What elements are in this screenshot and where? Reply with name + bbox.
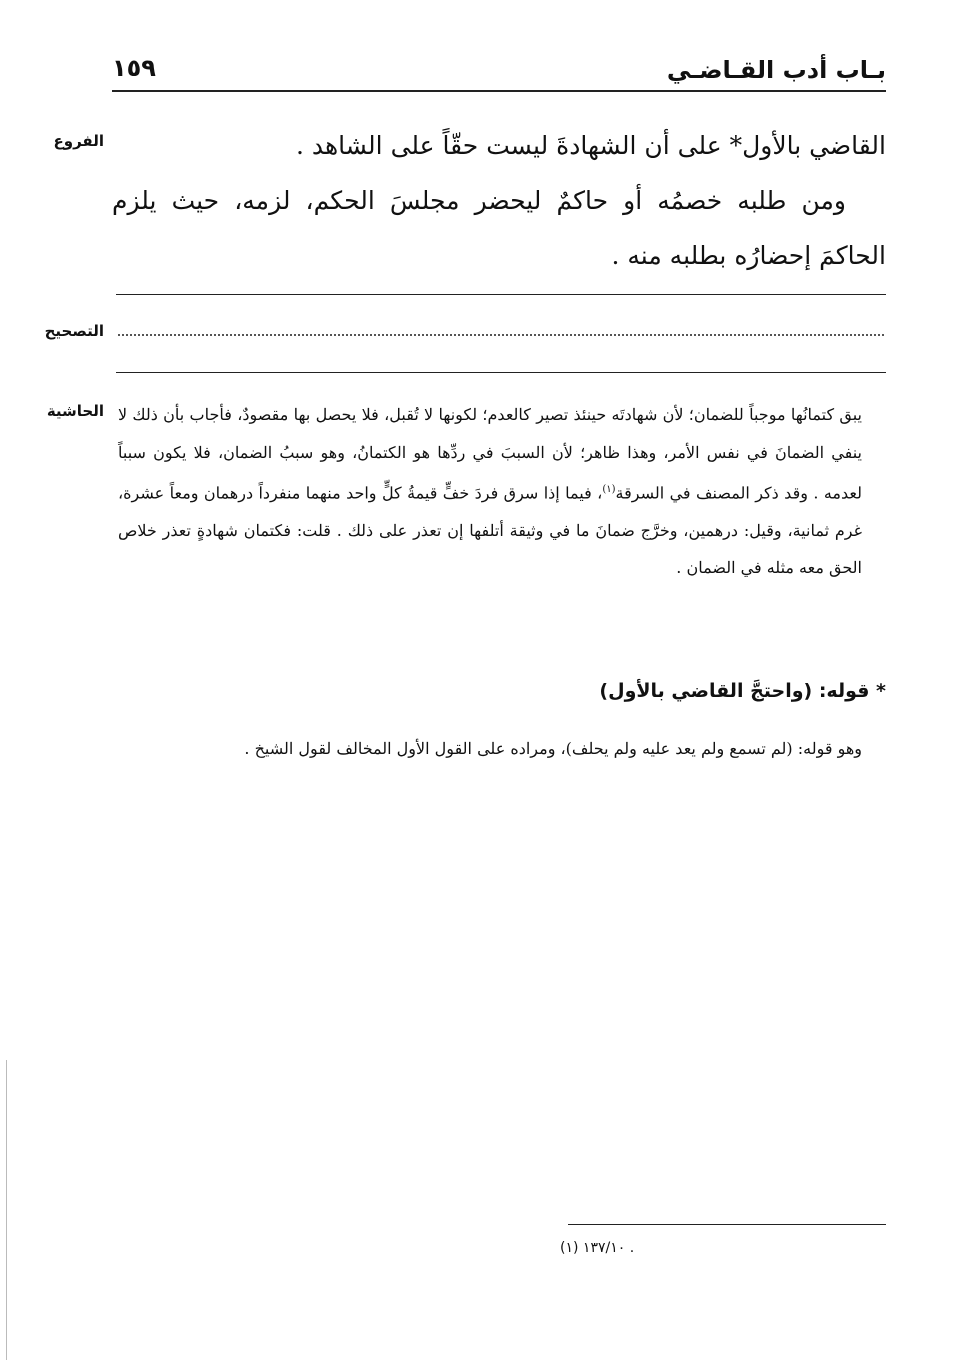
chapter-title: بـاب أدب القـاضـي	[666, 56, 886, 84]
footnote-ref: (١)	[602, 484, 616, 495]
hashiya-part-1: يبق كتمانُها موجباً للضمان؛ لأن شهادتَه حينئذ تصير كالعدم؛ لكونها لا تُقبل، فلا يحصل بها مقصودٌ، فأجاب بأن ذلك لا ينفي الضمانَ في نفس الأمر، وهذا ظاهر؛ لأن السببَ في ردِّها هو الكتمانُ، وهو سببُ الضمان، فلا يكون سبباً لعدمه . وقد ذكر المصنف في السرقة	[118, 405, 862, 503]
hashiya-paragraph	[118, 396, 862, 587]
page-header	[112, 50, 886, 90]
label-tashih: التصحيح	[44, 322, 104, 340]
commentary-subheading: * قوله: (واحتجَّ القاضي بالأول)	[599, 680, 886, 702]
main-paragraph-2: ومن طلبه خصمُه أو حاكمٌ ليحضر مجلسَ الحكم، لزمه، حيث يلزم الحاكمَ إحضارُه بطلبه منه .	[112, 186, 886, 270]
main-text	[112, 118, 886, 283]
footnote: (١) ١٣٧/١٠ .	[560, 1240, 635, 1256]
label-hashiya: الحاشية	[46, 402, 104, 420]
section-rule-top	[116, 294, 886, 295]
page-number: ١٥٩	[112, 54, 156, 82]
label-furu: الفروع	[53, 132, 104, 150]
hashiya-part-2: ، فيما إذا سرق فردَ خفٍّ قيمةُ كلٍّ واحد منهما منفرداً درهمان ومعاً عشرة، غرم ثمانية، وقيل: درهمين، وخرَّج ضمانَ ما في وثيقة أتلفها إن تعذر على ذلك . قلت: فكتمان شهادةٍ تعذر خلاص الحق معه مثله في الضمان .	[118, 483, 863, 578]
footnote-rule	[568, 1224, 886, 1225]
scan-margin-line	[6, 1060, 7, 1360]
section-rule-bottom	[116, 372, 886, 373]
tashih-dotted-line	[118, 334, 884, 336]
main-line-1: القاضي بالأول* على أن الشهادةَ ليست حقّاً على الشاهد .	[295, 131, 886, 160]
hashiya-text	[118, 396, 862, 587]
header-rule	[112, 90, 886, 92]
commentary-subtext: وهو قوله: (لم تسمع ولم يعد عليه ولم يحلف)، ومراده على القول الأول المخالف لقول الشيخ .	[244, 739, 862, 758]
